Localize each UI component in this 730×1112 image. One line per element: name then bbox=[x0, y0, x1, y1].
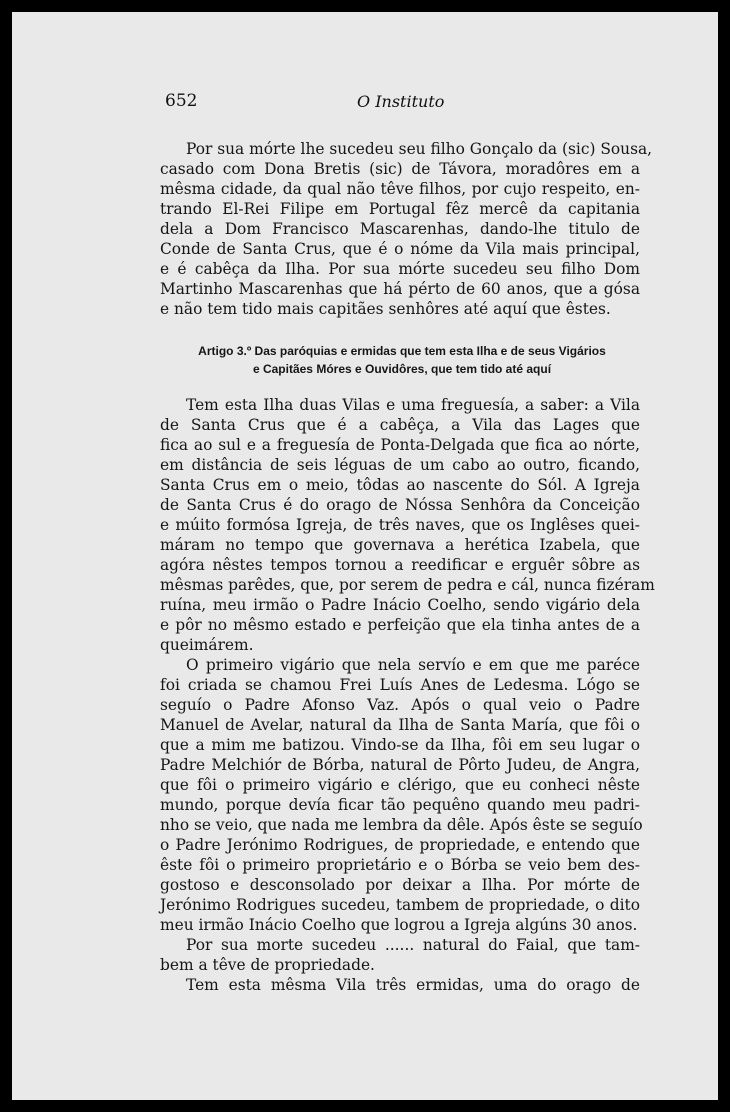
text-line: seguío o Padre Afonso Vaz. Após o qual veio o Padre bbox=[160, 696, 640, 714]
paragraph-succession bbox=[160, 139, 653, 319]
text-line: Santa Crus em o meio, tôdas ao nascente do Sól. A Igreja bbox=[160, 476, 640, 494]
text-line: e pôr no mêsmo estado e perfeição que ela tinha antes de a bbox=[160, 616, 640, 634]
text-line: o Padre Jerónimo Rodrigues, de propriedade, e entendo que bbox=[160, 836, 640, 854]
text-line: e múito formósa Igreja, de três naves, que os Inglêses quei- bbox=[160, 516, 640, 534]
text-line: trando El-Rei Filipe em Portugal fêz mercê da capitania bbox=[160, 200, 640, 218]
text-line: que fôi o primeiro vigário e clérigo, que eu conheci nêste bbox=[160, 776, 640, 794]
text-line: de Santa Crus é do orago de Nóssa Senhôra da Conceição bbox=[160, 496, 640, 514]
text-line: meu irmão Inácio Coelho que logrou a Igreja algúns 30 anos. bbox=[160, 916, 638, 934]
text-line: mêsma cidade, da qual não têve filhos, por cujo respeito, en- bbox=[160, 180, 640, 198]
text-line: mêsmas parêdes, que, por serem de pedra e cál, nunca fizéram bbox=[160, 576, 655, 594]
text-line: Tem esta mêsma Vila três ermidas, uma do orago de bbox=[186, 976, 640, 994]
text-line: Por sua morte sucedeu ...... natural do Faial, que tam- bbox=[186, 936, 640, 954]
text-line: agóra nêstes tempos tornou a reedificar e erguêr sôbre as bbox=[160, 556, 640, 574]
text-line: O primeiro vigário que nela servío e em que me paréce bbox=[186, 656, 640, 674]
text-line: nho se veio, que nada me lembra da dêle. Após êste se seguío bbox=[160, 816, 643, 834]
text-line: Por sua mórte lhe sucedeu seu filho Gonçalo da (sic) Sousa, bbox=[186, 140, 653, 158]
text-line: bem a têve de propriedade. bbox=[160, 956, 375, 974]
text-line: e não tem tido mais capitães senhôres até aquí que êstes. bbox=[160, 300, 611, 318]
text-line: queimárem. bbox=[160, 636, 254, 654]
text-line: Padre Melchiór de Bórba, natural de Pôrto Judeu, de Angra, bbox=[160, 756, 640, 774]
page-number: 652 bbox=[165, 91, 198, 111]
text-line: Tem esta Ilha duas Vilas e uma freguesía, a saber: a Vila bbox=[186, 396, 640, 414]
text-line: foi criada se chamou Frei Luís Anes de Ledesma. Lógo se bbox=[160, 676, 640, 694]
text-line: Martinho Mascarenhas que há pérto de 60 anos, que a gósa bbox=[160, 280, 640, 298]
text-line: de Santa Crus que é a cabêça, a Vila das Lages que bbox=[160, 416, 640, 434]
text-line: mundo, porque devía ficar tão pequêno quando meu padri- bbox=[160, 796, 640, 814]
paragraph-next-vicar bbox=[160, 935, 640, 975]
book-page bbox=[12, 12, 718, 1100]
text-line: êste fôi o primeiro proprietário e o Bórba se veio bem des- bbox=[160, 856, 640, 874]
text-line: dela a Dom Francisco Mascarenhas, dando-lhe titulo de bbox=[160, 220, 640, 238]
heading-line: e Capitães Móres e Ouvidôres, que tem tido até aquí bbox=[252, 362, 552, 376]
paragraph-vicars bbox=[160, 655, 643, 935]
text-line: que a mim me batizou. Vindo-se da Ilha, fôi em seu lugar o bbox=[160, 736, 640, 754]
running-title: O Instituto bbox=[357, 92, 445, 111]
text-line: em distância de seis léguas de um cabo ao outro, ficando, bbox=[160, 456, 640, 474]
heading-line: Artigo 3.º Das paróquias e ermidas que tem esta Ilha e de seus Vigários bbox=[198, 344, 606, 358]
text-line: casado com Dona Bretis (sic) de Távora, moradôres em a bbox=[160, 160, 640, 178]
text-line: Jerónimo Rodrigues sucedeu, tambem de propriedade, o dito bbox=[160, 896, 640, 914]
text-line: Manuel de Avelar, natural da Ilha de Santa María, que fôi o bbox=[160, 716, 640, 734]
text-line: máram no tempo que governava a herética Izabela, que bbox=[160, 536, 640, 554]
text-line: e é cabêça da Ilha. Por sua mórte sucedeu seu filho Dom bbox=[160, 260, 640, 278]
article-heading bbox=[172, 342, 632, 378]
paragraph-hermitages bbox=[160, 975, 640, 995]
text-line: gostoso e desconsolado por deixar a Ilha. Por mórte de bbox=[160, 876, 640, 894]
text-line: Conde de Santa Crus, que é o nóme da Vila mais principal, bbox=[160, 240, 640, 258]
paragraph-villages bbox=[160, 395, 655, 655]
text-line: ruína, meu irmão o Padre Inácio Coelho, sendo vigário dela bbox=[160, 596, 640, 614]
text-line: fica ao sul e a freguesía de Ponta-Delgada que fica ao nórte, bbox=[160, 436, 640, 454]
